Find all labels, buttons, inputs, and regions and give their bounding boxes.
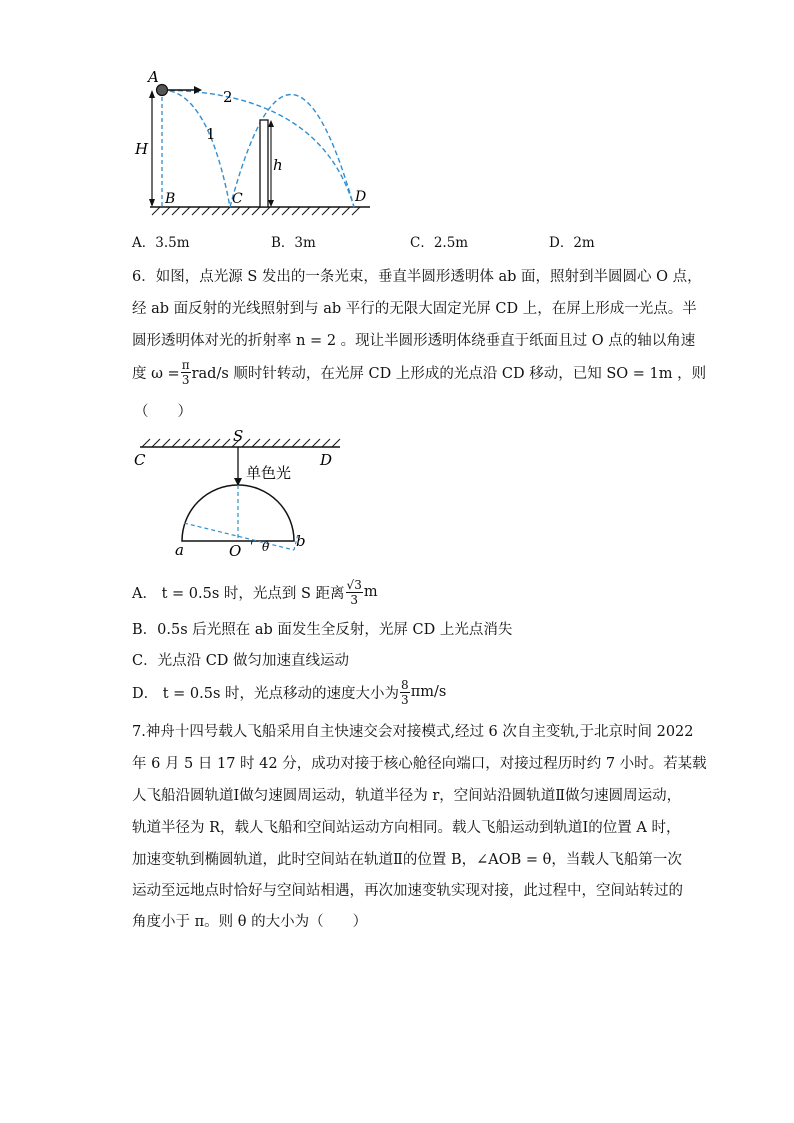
projectile-figure — [130, 62, 380, 222]
q6-line-4-post: rad/s 顺时针转动，在光屏 CD 上形成的光点沿 CD 移动，已知 SO = 1m ，则 — [191, 365, 707, 382]
q5-option-b: B．3m — [271, 235, 316, 251]
q5-option-d: D．2m — [549, 235, 595, 251]
fig2-label-theta: θ — [262, 540, 270, 554]
fig2-label-a: a — [175, 541, 184, 559]
q6-answer-paren: （ ） — [134, 404, 192, 420]
q6-line-4 — [132, 355, 706, 389]
ball-icon — [157, 85, 168, 96]
q5-option-c: C．2.5m — [410, 235, 469, 251]
bounce-arc — [230, 95, 354, 208]
label-B: B — [165, 191, 176, 207]
q6-option-b: B．0.5s 后光照在 ab 面发生全反射，光屏 CD 上光点消失 — [132, 622, 513, 638]
omega-frac-den: 3 — [181, 372, 190, 387]
label-2: 2 — [223, 88, 233, 106]
theta-arc — [252, 541, 253, 545]
q7-line-4: 轨道半径为 R，载人飞船和空间站运动方向相同。载人飞船运动到轨道Ⅰ的位置 A 时， — [132, 820, 681, 836]
fig2-label-light: 单色光 — [246, 464, 292, 482]
label-h: h — [273, 156, 283, 174]
q6-option-d — [132, 675, 446, 709]
q7-line-7: 角度小于 π。则 θ 的大小为（ ） — [132, 914, 368, 930]
ground-hatch — [152, 207, 360, 215]
option-d-frac-num: 8 — [401, 677, 409, 692]
q6-option-a — [132, 575, 378, 609]
trajectory-2 — [162, 90, 354, 207]
q6-option-a-pre: A． t = 0.5s 时，光点到 S 距离 — [132, 585, 345, 602]
q6-line-1: 6．如图，点光源 S 发出的一条光束，垂直半圆形透明体 ab 面，照射到半圆圆心 O 点， — [132, 269, 702, 285]
q7-line-2: 年 6 月 5 日 17 时 42 分，成功对接于核心舱径向端口，对接过程历时约 7 小时。若某载 — [132, 756, 707, 772]
omega-frac-num: π — [181, 357, 190, 372]
q6-option-c: C．光点沿 CD 做匀加速直线运动 — [132, 653, 350, 669]
q7-line-3: 人飞船沿圆轨道Ⅰ做匀速圆周运动，轨道半径为 r，空间站沿圆轨道Ⅱ做匀速圆周运动， — [132, 788, 682, 804]
q7-line-1: 7.神舟十四号载人飞船采用自主快速交会对接模式,经过 6 次自主变轨,于北京时间 2022 — [132, 724, 694, 740]
omega-fraction — [181, 358, 191, 387]
fig2-label-D: D — [320, 451, 333, 469]
fig2-label-b: b — [296, 532, 306, 550]
fig2-label-C: C — [134, 451, 146, 469]
q7-line-5: 加速变轨到椭圆轨道，此时空间站在轨道Ⅱ的位置 B，∠AOB = θ，当载人飞船第一次 — [132, 852, 682, 868]
option-d-fraction — [400, 678, 410, 707]
label-C: C — [232, 191, 243, 207]
q6-option-a-post: m — [363, 584, 378, 600]
wall — [260, 120, 268, 207]
label-H: H — [135, 140, 149, 158]
q6-line-2: 经 ab 面反射的光线照射到与 ab 平行的无限大固定光屏 CD 上，在屏上形成一光点。半 — [132, 301, 697, 317]
q7-line-6: 运动至远地点时恰好与空间站相遇，再次加速变轨实现对接，此过程中，空间站转过的 — [132, 883, 683, 899]
q6-line-4-pre: 度 ω = — [132, 365, 180, 382]
fig2-label-S: S — [233, 428, 244, 445]
label-A: A — [148, 68, 159, 86]
label-D: D — [355, 189, 367, 205]
option-a-frac-den: 3 — [350, 592, 358, 607]
fig2-label-O: O — [229, 542, 242, 560]
option-a-frac-num: √3 — [346, 577, 362, 592]
q5-option-a: A．3.5m — [132, 235, 190, 251]
option-a-fraction — [346, 578, 363, 607]
q6-option-d-post: πm/s — [410, 684, 447, 700]
semicircle-figure — [130, 428, 350, 563]
label-1: 1 — [206, 125, 216, 143]
option-d-frac-den: 3 — [401, 692, 409, 707]
q6-line-3: 圆形透明体对光的折射率 n = 2 。现让半圆形透明体绕垂直于纸面且过 O 点的轴以角速 — [132, 333, 696, 349]
trajectory-1 — [162, 90, 230, 207]
q6-option-d-pre: D． t = 0.5s 时，光点移动的速度大小为 — [132, 685, 400, 702]
